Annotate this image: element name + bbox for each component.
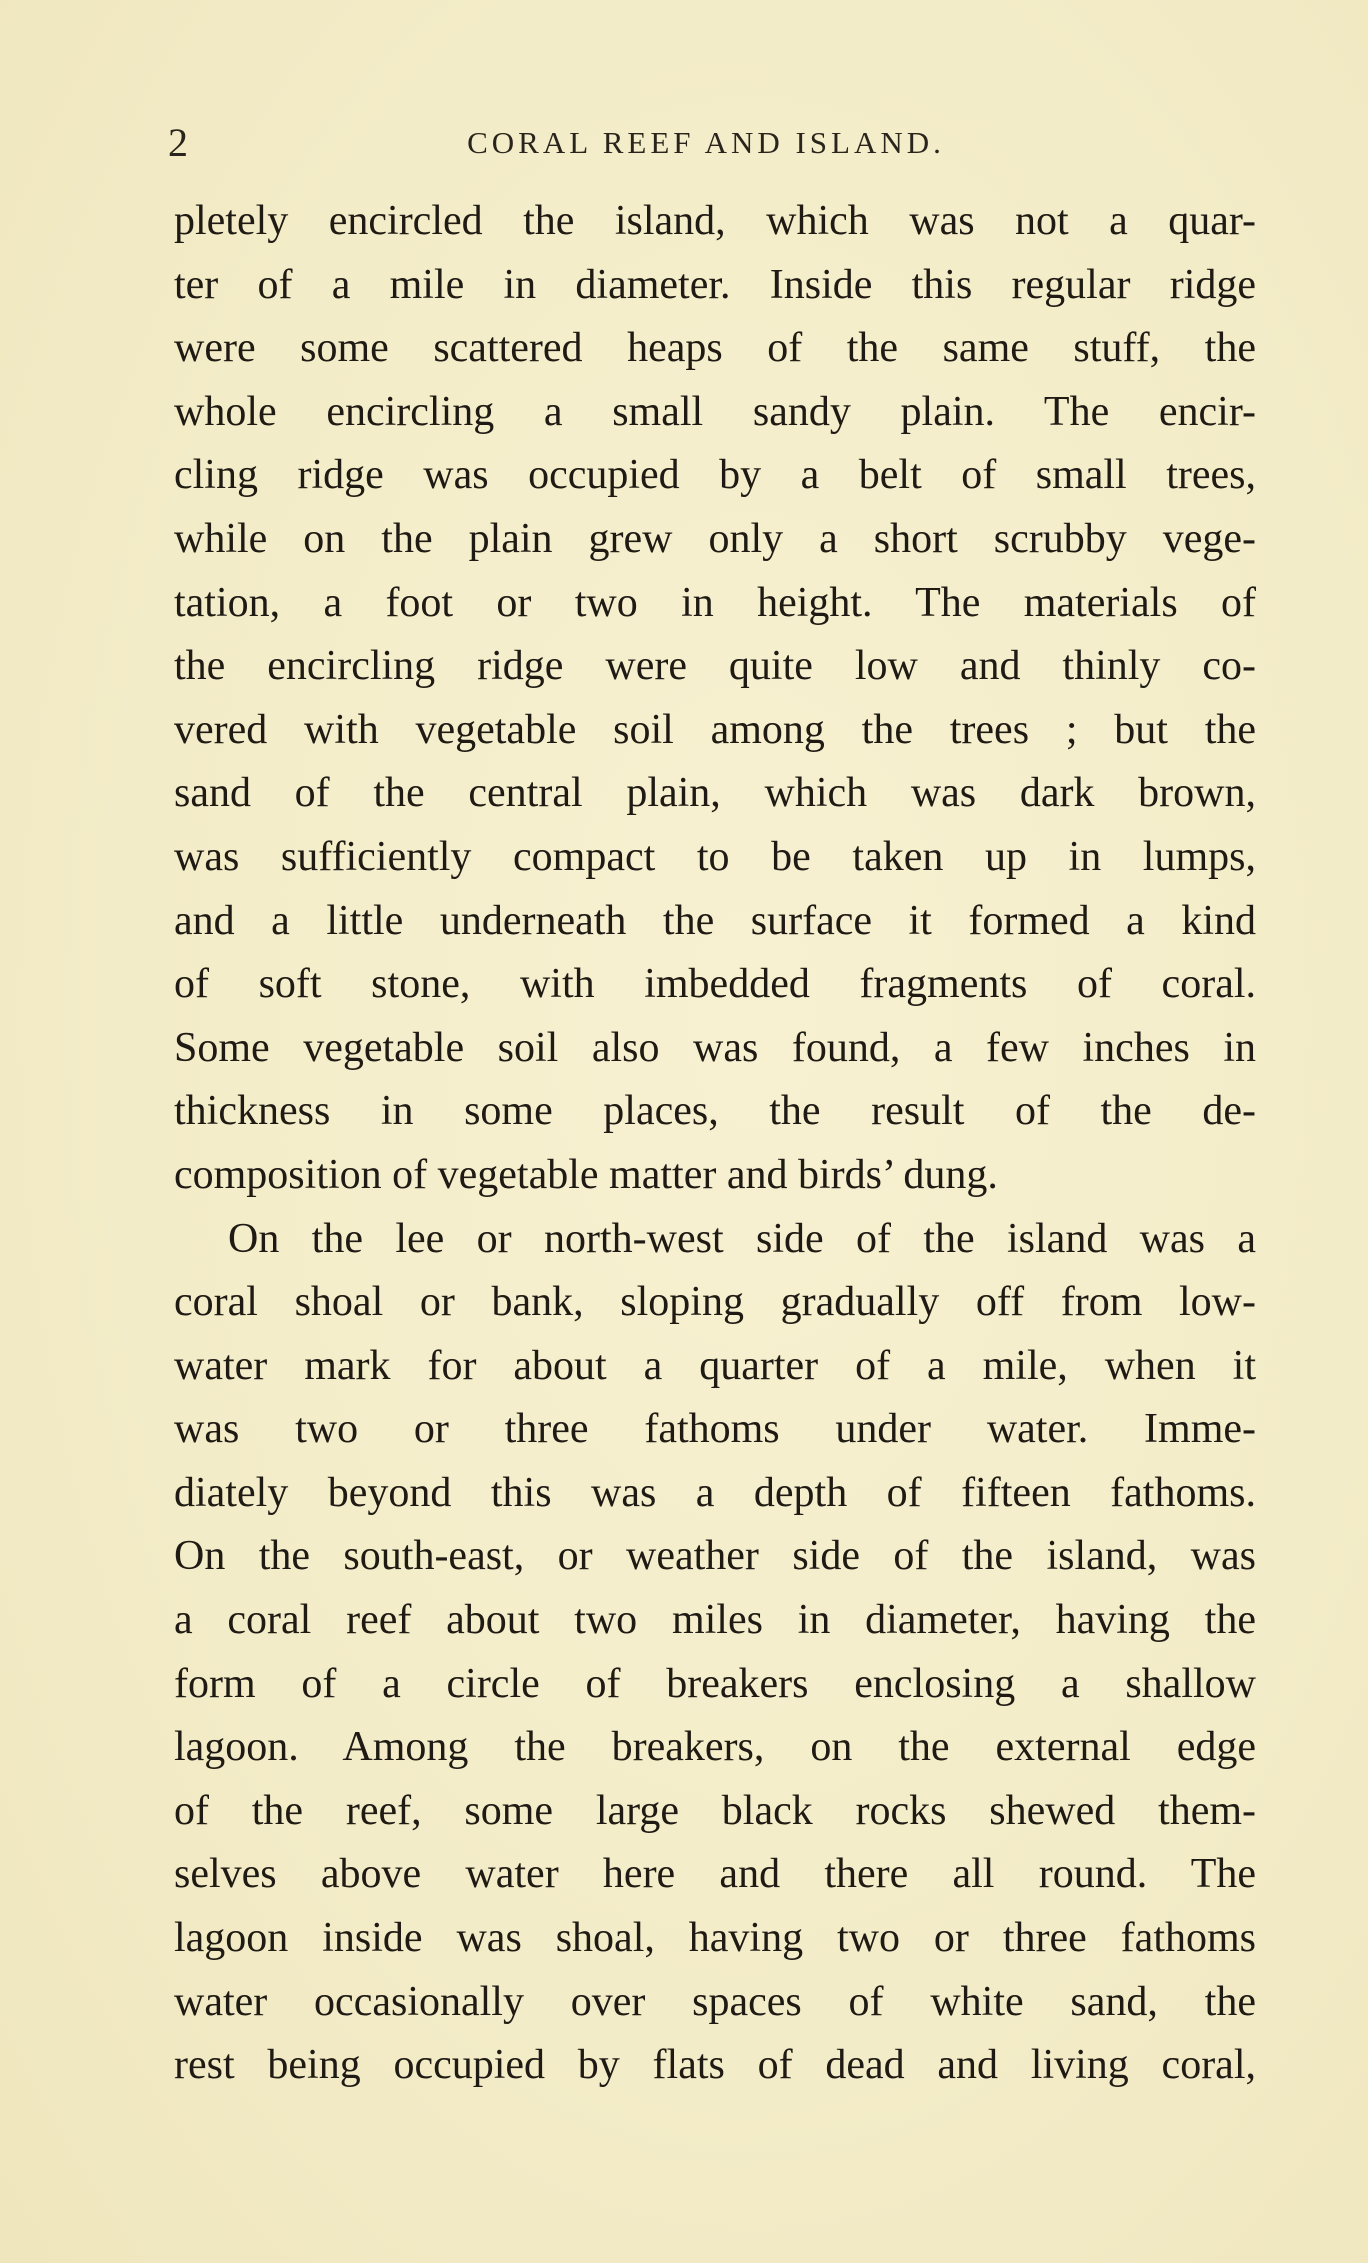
text-line: a coral reef about two miles in diameter, having the <box>174 1597 1256 1644</box>
text-line: of the reef, some large black rocks shewed them- <box>174 1787 1256 1834</box>
text-line: the encircling ridge were quite low and thinly co- <box>174 643 1256 690</box>
text-line: and a little underneath the surface it formed a kind <box>174 897 1256 944</box>
text-line: form of a circle of breakers enclosing a shallow <box>174 1660 1256 1707</box>
running-head <box>168 118 1244 168</box>
text-line: rest being occupied by flats of dead and living coral, <box>174 2042 1256 2089</box>
text-line: while on the plain grew only a short scrubby vege- <box>174 515 1256 562</box>
text-line: coral shoal or bank, sloping gradually off from low- <box>174 1279 1256 1326</box>
text-line: cling ridge was occupied by a belt of small trees, <box>174 452 1256 499</box>
text-line: diately beyond this was a depth of fifteen fathoms. <box>174 1469 1256 1516</box>
text-line: ter of a mile in diameter. Inside this regular ridge <box>174 261 1256 308</box>
text-line: tation, a foot or two in height. The materials of <box>174 579 1256 626</box>
text-line: water occasionally over spaces of white sand, the <box>174 1978 1256 2025</box>
text-line: lagoon. Among the breakers, on the external edge <box>174 1724 1256 1771</box>
body-text <box>174 190 1256 2098</box>
text-line: Some vegetable soil also was found, a few inches in <box>174 1024 1256 1071</box>
text-line: On the south-east, or weather side of the island, was <box>174 1533 1256 1580</box>
text-line: On the lee or north-west side of the island was a <box>228 1215 1256 1262</box>
text-line: was two or three fathoms under water. Imme- <box>174 1406 1256 1453</box>
text-line: selves above water here and there all round. The <box>174 1851 1256 1898</box>
text-line: were some scattered heaps of the same stuff, the <box>174 325 1256 372</box>
text-line: lagoon inside was shoal, having two or three fathoms <box>174 1915 1256 1962</box>
page-number: 2 <box>168 120 188 165</box>
text-line: of soft stone, with imbedded fragments of coral. <box>174 961 1256 1008</box>
text-line: composition of vegetable matter and birds’ dung. <box>174 1151 998 1198</box>
text-line: thickness in some places, the result of the de- <box>174 1088 1256 1135</box>
text-line: pletely encircled the island, which was not a quar- <box>174 198 1256 244</box>
text-line: vered with vegetable soil among the trees ; but the <box>174 706 1256 753</box>
text-line: water mark for about a quarter of a mile, when it <box>174 1342 1256 1389</box>
text-line: was sufficiently compact to be taken up in lumps, <box>174 833 1256 880</box>
running-title: CORAL REEF AND ISLAND. <box>467 125 945 160</box>
text-line: sand of the central plain, which was dark brown, <box>174 770 1256 817</box>
text-line: whole encircling a small sandy plain. The encir- <box>174 388 1256 435</box>
